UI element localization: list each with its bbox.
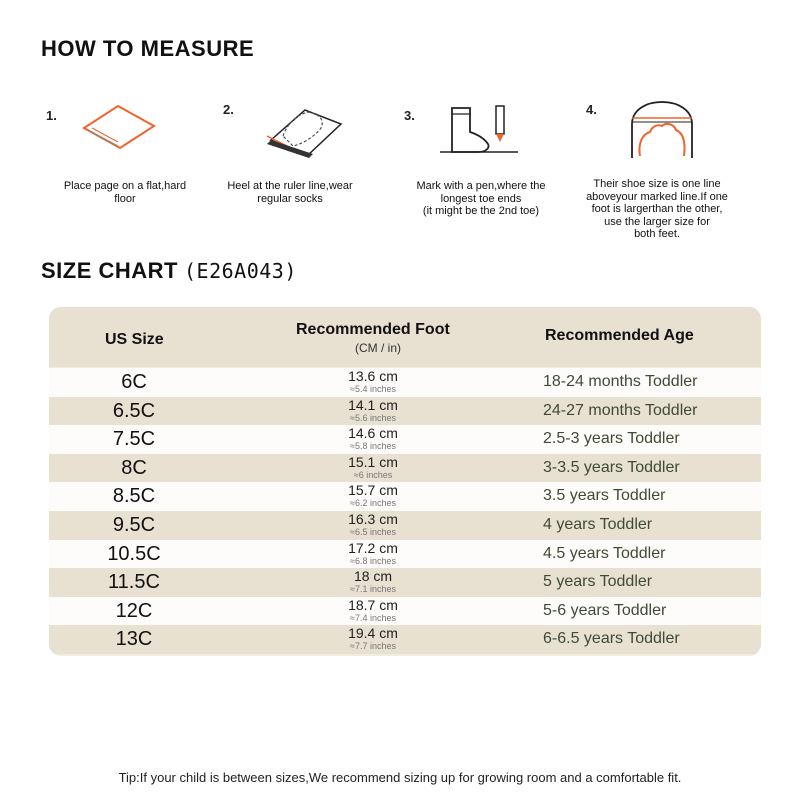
step-4-text: Their shoe size is one line aboveyour marked line.If one foot is largerthan the other, use the larger size for both feet. (586, 178, 728, 240)
age-cell: 3.5 years Toddler (543, 487, 666, 505)
table-row (49, 540, 761, 569)
toes-on-lines-icon (622, 100, 702, 164)
foot-inch-cell: ≈6.8 inches (350, 555, 396, 566)
foot-inch-cell: ≈6.5 inches (350, 527, 396, 537)
step-3 (396, 100, 566, 218)
size-chart-title-text: SIZE CHART (41, 258, 178, 283)
table-row (49, 568, 761, 597)
size-cell: 10.5C (107, 542, 161, 565)
foot-pen-icon (434, 100, 524, 160)
foot-cm-cell: 19.4 cm (348, 625, 398, 642)
size-chart-code: (E26A043) (184, 259, 297, 283)
table-row (49, 597, 761, 626)
age-cell: 4.5 years Toddler (543, 544, 666, 562)
size-cell: 9.5C (112, 514, 156, 536)
table-row (49, 482, 761, 511)
step-4 (572, 100, 742, 241)
step-4-number: 4. (586, 102, 597, 117)
size-chart-title (41, 258, 297, 284)
size-cell: 6C (121, 371, 147, 393)
size-cell: 6.5C (112, 399, 156, 422)
age-cell: 24-27 months Toddler (543, 401, 698, 419)
foot-inch-cell: ≈7.4 inches (350, 612, 396, 623)
size-cell: 12C (115, 599, 153, 622)
step-1-number: 1. (46, 108, 57, 123)
header-us-size: US Size (105, 331, 164, 348)
step-1-text: Place page on a flat,hard floor (63, 180, 187, 205)
foot-inch-cell: ≈5.6 inches (350, 412, 396, 423)
foot-cm-cell: 18 cm (353, 568, 393, 585)
size-cell: 13C (115, 628, 153, 651)
age-cell: 5 years Toddler (543, 573, 653, 591)
paper-on-floor-icon (78, 100, 168, 160)
size-chart-table (49, 307, 761, 656)
foot-inch-cell: ≈7.7 inches (350, 641, 396, 652)
foot-cm-cell: 16.3 cm (348, 511, 398, 527)
foot-cm-cell: 13.6 cm (348, 368, 398, 384)
tip-text: Tip:If your child is between sizes,We recommend sizing up for growing room and a comfortable fit. (118, 770, 682, 785)
step-2 (205, 100, 375, 205)
step-2-text: Heel at the ruler line,wear regular socks (227, 180, 353, 205)
step-1 (40, 100, 210, 205)
step-3-text: Mark with a pen,where the longest toe ends (it might be the 2nd toe) (416, 180, 546, 217)
size-cell: 7.5C (112, 428, 156, 451)
how-to-measure-title: HOW TO MEASURE (41, 36, 255, 61)
foot-cm-cell: 15.7 cm (348, 482, 398, 499)
table-row (49, 368, 761, 397)
age-cell: 6-6.5 years Toddler (543, 630, 680, 648)
size-cell: 11.5C (108, 571, 160, 594)
age-cell: 18-24 months Toddler (543, 373, 698, 390)
table-row (49, 397, 761, 426)
foot-inch-cell: ≈6.2 inches (350, 498, 396, 509)
foot-cm-cell: 17.2 cm (348, 539, 398, 556)
header-recommended-age: Recommended Age (545, 327, 694, 344)
foot-cm-cell: 14.6 cm (348, 425, 398, 442)
size-cell: 8C (121, 456, 147, 479)
foot-cm-cell: 15.1 cm (348, 453, 398, 470)
age-cell: 2.5-3 years Toddler (543, 430, 680, 448)
step-2-number: 2. (223, 102, 234, 117)
step-3-number: 3. (404, 108, 415, 123)
header-recommended-foot: Recommended Foot (296, 321, 450, 338)
age-cell: 4 years Toddler (543, 516, 653, 533)
foot-cm-cell: 18.7 cm (348, 596, 398, 613)
table-row (49, 511, 761, 540)
sock-heel-icon (253, 100, 343, 160)
foot-inch-cell: ≈7.1 inches (350, 584, 396, 595)
foot-inch-cell: ≈6 inches (353, 469, 393, 480)
table-row (49, 454, 761, 483)
size-cell: 8.5C (112, 485, 156, 508)
table-header (49, 307, 761, 367)
age-cell: 3-3.5 years Toddler (543, 458, 680, 476)
age-cell: 5-6 years Toddler (543, 601, 667, 619)
table-row (49, 625, 761, 654)
foot-cm-cell: 14.1 cm (348, 396, 398, 413)
table-row (49, 425, 761, 454)
foot-inch-cell: ≈5.4 inches (350, 384, 396, 394)
header-foot-unit: (CM / in) (355, 341, 401, 355)
foot-inch-cell: ≈5.8 inches (350, 441, 396, 452)
